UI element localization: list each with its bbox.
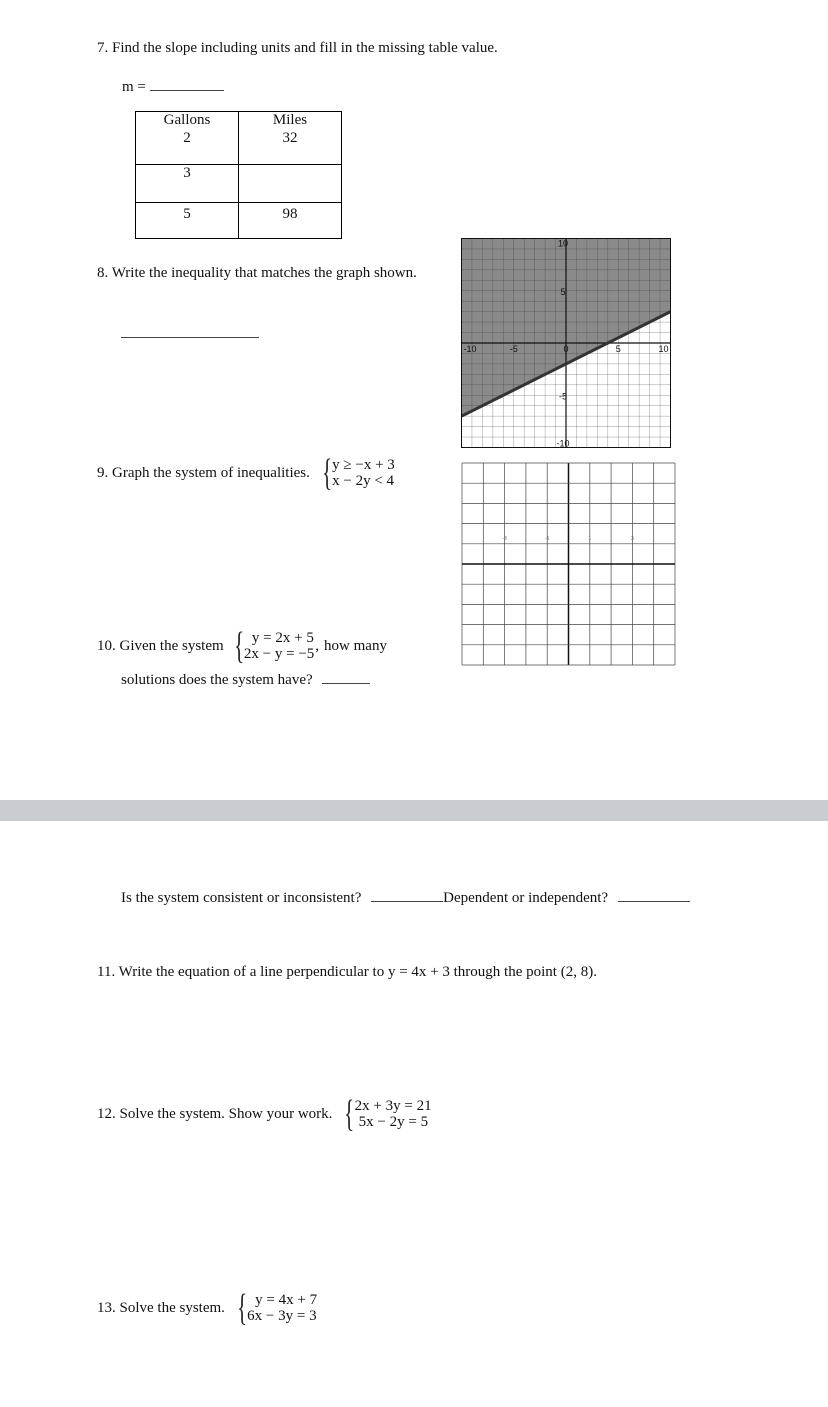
gallons-miles-table (135, 111, 342, 239)
q12-eq2: 5x − 2y = 5 (358, 1114, 429, 1130)
q10-row (97, 627, 387, 665)
q12-row (97, 1095, 432, 1133)
x-tick-label: 1 (588, 535, 592, 542)
table-cell: 3 (136, 165, 239, 203)
q10-prompt-b: how many (324, 637, 387, 654)
q7-prompt: 7. Find the slope including units and fill in the missing table value. (97, 40, 498, 56)
q9-prompt: 9. Graph the system of inequalities. (97, 464, 310, 481)
table-header: Miles (239, 112, 342, 130)
table-cell: 98 (239, 203, 342, 239)
q7-slope-answer (122, 78, 224, 96)
x-tick-label: 5 (615, 344, 621, 354)
dependent-question: Dependent or independent? (443, 890, 609, 906)
q12-system (340, 1095, 431, 1133)
table-cell: 5 (136, 203, 239, 239)
x-tick-label: 3 (631, 535, 634, 542)
q8-prompt: 8. Write the inequality that matches the graph shown. (97, 265, 417, 281)
slope-label: m = (122, 79, 146, 95)
q12-eq1: 2x + 3y = 21 (354, 1098, 432, 1114)
q10-prompt-c: solutions does the system have? (121, 672, 313, 688)
q10-eq1: y = 2x + 5 (251, 630, 314, 646)
y-tick-label: -10 (556, 438, 570, 448)
table-cell-missing[interactable] (239, 165, 342, 203)
table-cell: 2 (136, 130, 239, 165)
q10-line2 (121, 671, 370, 689)
q10-comma: , (315, 637, 320, 654)
q10-system (230, 627, 315, 665)
q10-answer-blank[interactable] (322, 671, 370, 684)
q11-prompt: 11. Write the equation of a line perpendicular to y = 4x + 3 through the point (2, 8). (97, 964, 597, 980)
q9-system (318, 454, 395, 492)
q9-eq2: x − 2y < 4 (332, 473, 395, 489)
x-tick-label: -5 (509, 344, 518, 354)
q13-prompt: 13. Solve the system. (97, 1299, 225, 1316)
x-tick-label: 0 (563, 344, 569, 354)
table-header: Gallons (136, 112, 239, 130)
x-tick-label: -3 (502, 535, 507, 542)
brace-icon: { (233, 625, 244, 667)
brace-icon: { (321, 452, 333, 494)
x-tick-label: -10 (463, 344, 477, 354)
consistent-question: Is the system consistent or inconsistent? (121, 890, 362, 906)
blank-graph-grid[interactable] (461, 462, 677, 667)
page-separator (0, 800, 828, 821)
q9-eq1: y ≥ −x + 3 (332, 457, 395, 473)
y-tick-label: -5 (558, 391, 568, 402)
consistent-answer-blank[interactable] (371, 889, 443, 902)
x-tick-label: -1 (544, 535, 550, 542)
inequality-graph (461, 238, 671, 448)
q13-row (97, 1289, 317, 1327)
q10-eq2: 2x − y = −5 (243, 646, 315, 662)
x-tick-label: 10 (658, 344, 669, 354)
y-tick-label: 10 (557, 238, 569, 249)
q10-cont-row (121, 889, 690, 907)
q13-eq2: 6x − 3y = 3 (247, 1308, 317, 1324)
brace-icon: { (344, 1093, 355, 1135)
q9-row (97, 454, 395, 492)
q13-eq1: y = 4x + 7 (255, 1292, 318, 1308)
brace-icon: { (237, 1287, 248, 1329)
dependent-answer-blank[interactable] (618, 889, 690, 902)
y-tick-label: 5 (560, 286, 566, 297)
slope-answer-blank[interactable] (150, 78, 224, 91)
q8-answer-blank[interactable] (121, 325, 259, 338)
q12-prompt: 12. Solve the system. Show your work. (97, 1105, 333, 1122)
table-cell: 32 (239, 130, 342, 165)
q10-prompt-a: 10. Given the system (97, 637, 224, 654)
q13-system (233, 1289, 317, 1327)
